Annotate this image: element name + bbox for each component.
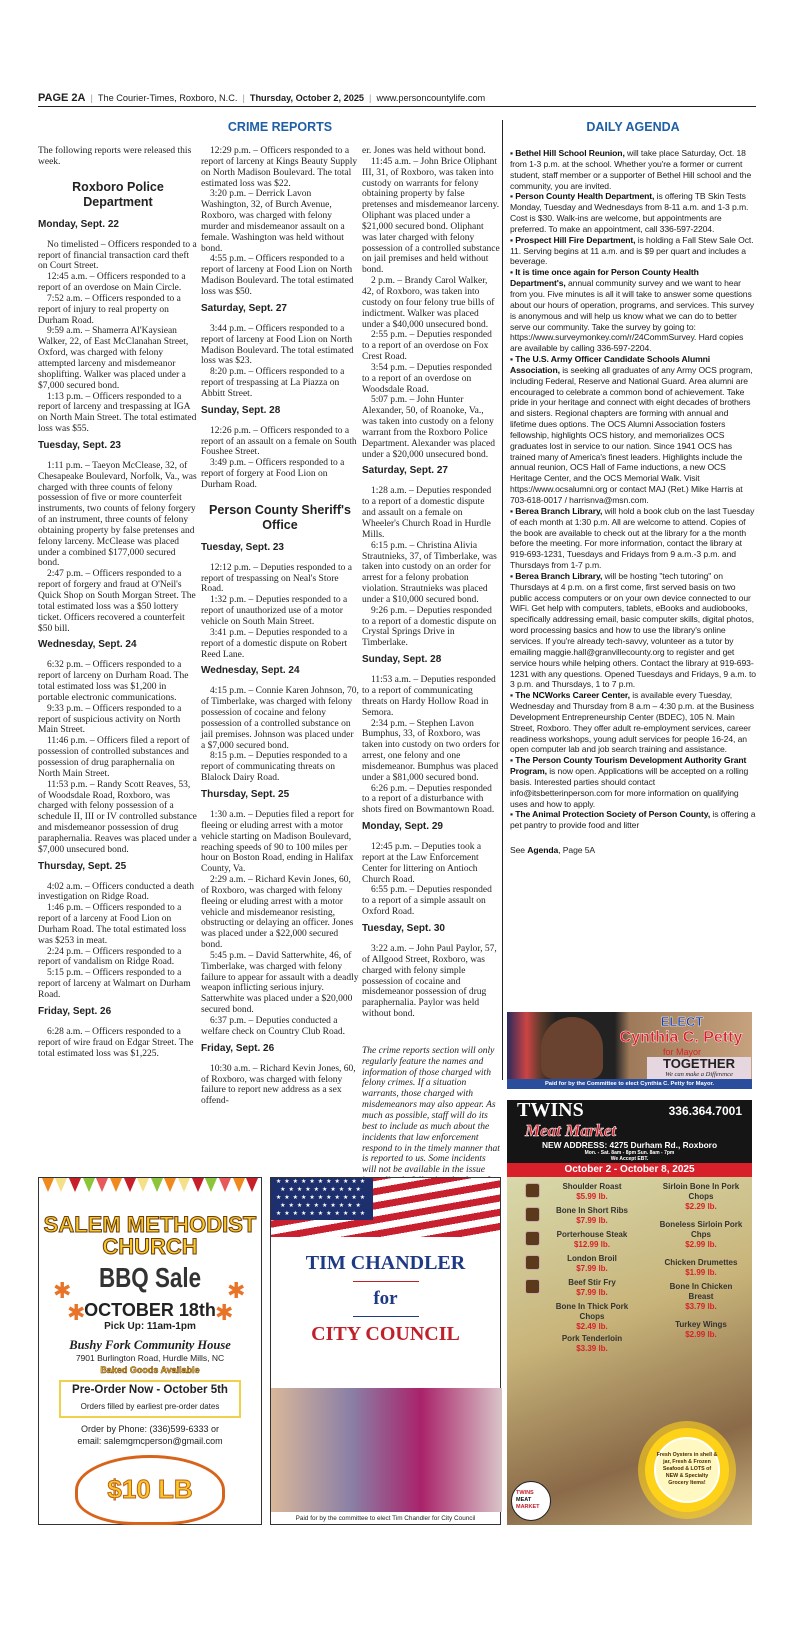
office: CITY COUNCIL xyxy=(311,1323,460,1345)
report-entry: 3:22 a.m. – John Paul Paylor, 57, of Allgood Street, Roxboro, was charged with felony simple possession of cocaine and misdemeanor possession of drug paraphernalia. Paylor was held without bond. xyxy=(362,944,497,1020)
crime-column-1 xyxy=(38,146,198,1091)
agenda-item-title: Prospect Hill Fire Department, xyxy=(515,234,636,245)
day-heading: Friday, Sept. 26 xyxy=(38,1005,112,1017)
agenda-item: ▪ Prospect Hill Fire Department, is holding a Fall Stew Sale Oct. 11. Serving begins at 11 a.m. and is $9 per quart and includes a beverage. xyxy=(510,234,754,267)
candidate-name: TIM CHANDLER xyxy=(305,1252,466,1274)
report-entry: 1:13 p.m. – Officers responded to a report of larceny and trespassing at IGA on North Main Street. The total estimated loss was $55. xyxy=(38,391,197,435)
report-entry: 12:45 p.m. – Deputies took a report at the Law Enforcement Center for littering on Antioch Church Road. xyxy=(362,842,482,885)
day-heading: Saturday, Sept. 27 xyxy=(201,302,287,314)
report-entry: 12:45 a.m. – Officers responded to a report of an overdose on Main Circle. xyxy=(38,272,186,294)
sale-dates: October 2 - October 8, 2025 xyxy=(507,1163,752,1177)
report-entry: 11:46 p.m. – Officers filed a report of possession of controlled substances and possession of drug paraphernalia on North Main Street. xyxy=(38,736,190,779)
pig-icon xyxy=(75,1455,225,1525)
ad-office: for Mayor xyxy=(662,1047,701,1057)
report-entry: 6:55 p.m. – Deputies responded to a report of a simple assault on Oxford Road. xyxy=(362,885,492,918)
agenda-item: ▪ The NCWorks Career Center, is available every Tuesday, Wednesday and Thursday from 8 a.m – 4:30 p.m. at the Business Development Entrepreneurship Center (BDEC), 105 N. Main Street, Roxboro. They offer adult re-employment services, career readiness workshops, young adult services for people 16-24, an open computer lab and job search training and assistance. xyxy=(510,690,754,755)
report-entry: 3:49 p.m. – Officers responded to a report of forgery at Food Lion on Durham Road. xyxy=(201,458,345,490)
day-heading: Tuesday, Sept. 23 xyxy=(38,439,121,451)
church-name-2: CHURCH xyxy=(102,1234,198,1259)
agenda-item-text: will be hosting "tech tutoring" on Thursdays at 4 p.m. on a first come, first served basis on two public access computers or on your own device connected to our WiFi. Get help with computers, tablets, eBooks and audiobooks, specifically addressing email, basic computer skills, digital photos, word processing basics and how to use the library's online services. If you're already tech-savvy, volunteer as a tutor by emailing maggie.hall@granvillecounty.org to register and get service hours while helping others. Contact the library at 919-693-1231 with any questions. Opened Tuesdays and Fridays, 9 a.m. to 3 p.m. and Thursdays, 1 to 7 p.m. xyxy=(510,570,756,690)
pennant-icon xyxy=(96,1178,108,1192)
report-entry: 6:28 a.m. – Officers responded to a report of wire fraud on Edgar Street. The total estimated loss was $1,225. xyxy=(38,1026,194,1059)
pennant-icon xyxy=(55,1178,67,1192)
day-heading: Sunday, Sept. 28 xyxy=(362,654,442,666)
price-item: Bone In Thick Pork Chops $2.49 lb. xyxy=(555,1302,629,1331)
agenda-item-text: will hold a book club on the last Tuesday of each month at 1:30 p.m. All are welcome to attend. Copies of the book are available to check out at the library for a the month before the meeting. For more information, contact the library at 919-693-1231, Tuesdays and Fridays from 9 a.m.-3 p.m. and Thursdays from 1-7 p.m. xyxy=(510,505,755,571)
pennant-icon xyxy=(42,1178,54,1192)
report-entry: 8:20 p.m. – Officers responded to a report of trespassing at La Piazza on Abbitt Street. xyxy=(201,367,345,399)
report-entry: 3:20 p.m. – Derrick Lavon Washington, 32, of Burch Avenue, Roxboro, was charged with felony murder and misdemeanor assault on a female. Washington was held without bond. xyxy=(201,189,345,254)
agenda-item-title: Bethel Hill School Reunion, xyxy=(515,148,625,158)
twins-logo xyxy=(511,1481,551,1521)
agenda-item-text: is now open. Applications will be accepted on a rolling basis. Interested parties should contact info@itsbetterinperson.com for more information on qualifying uses and how to apply. xyxy=(510,766,749,809)
hours: Mon. - Sat. 8am - 8pm Sun. 8am - 7pm xyxy=(584,1150,675,1156)
report-entry: 9:26 p.m. – Deputies responded to a report of a domestic dispute on Crystal Springs Drive in Timberlake. xyxy=(362,605,497,649)
agenda-item: ▪ Berea Branch Library, will hold a book club on the last Tuesday of each month at 1:30 p.m. All are welcome to attend. Copies of the book are available to check out at the library for a the month before the meeting. For more information, contact the library at 919-693-1231, Tuesdays and Fridays from 9 a.m.-3 p.m. and Thursdays from 1-7 p.m. xyxy=(510,505,755,571)
report-entry: 1:32 p.m. – Deputies responded to a report of unauthorized use of a motor vehicle on South Main Street. xyxy=(201,595,348,627)
agenda-item: ▪ It is time once again for Person County Health Department's, annual community survey and we want to hear from you. Five minutes is all it will take to answer some questions about our hours of operation, programs, and services. This survey is anonymous and will help us know what we can do to better serve our community. Take the survey by going to: https://www.surveymonkey.com/r/24CommSurvey. Hard copies are available by calling 336-597-2204. xyxy=(510,267,755,354)
pennant-icon xyxy=(246,1178,258,1192)
report-entry: 4:02 a.m. – Officers conducted a death investigation on Ridge Road. xyxy=(38,881,195,903)
ad-candidate-name: Cynthia C. Petty xyxy=(619,1029,743,1046)
price-item: Bone In Chicken Breast $3.79 lb. xyxy=(669,1282,733,1311)
agenda-item-text: is available every Tuesday, Wednesday and Thursday from 8 a.m – 4:30 p.m. at the Business Development Entrepreneurship Center (BDEC), 105 N. Main Street, Roxboro. They offer adult re-employment services, career readiness workshops, young adult services for people 16-24, an open computer lab and job search training and assistance. xyxy=(510,690,754,755)
logo-text: TWINS xyxy=(516,1490,534,1496)
report-entry: 7:52 a.m. – Officers responded to a report of injury to real property on Durham Road. xyxy=(38,293,181,326)
preorder-title: Pre-Order Now - October 5th xyxy=(72,1384,228,1396)
agenda-item-text: is offering TB Skin Tests Monday, Tuesday and Wednesdays from 8-11 a.m. and 1-3 p.m. Cost is $30. Walk-ins are welcome, but appointments are preferred. To make an appointment, call 336-597-2204. xyxy=(510,191,749,234)
report-entry: 4:15 p.m. – Connie Karen Johnson, 70, of Timberlake, was charged with felony possession of cocaine and felony possession of a controlled substance on jail premises. Johnson was placed under a $7,000 secured bond. xyxy=(201,686,359,751)
agenda-item-text: is seeking all graduates of any Army OCS program, including Federal, Reserve and National Guard. Area alumni are encouraged to celebrate a common bond of achievement. Take pride in your heritage and connect with eight decades of brothers and sisters. Regional chapters are forming with annual and lifetime dues options. The OCS Alumni Association fosters fellowship, highlights OCS history, and memorializes OCS graduates lost in service to our nation. Since 1941 OCS has trained many of America's finest leaders. Highlights include the annual reunion, OCS Hall of Fame inductions, a new OCS Heritage Center, and the OCS Memorial Walk. Visit https://www.ocsalumni.org or contact MAJ (Ret.) Mike Harris at 703-618-0017 / harrisnva@msn.com. xyxy=(510,364,753,505)
salem-bbq-ad[interactable] xyxy=(38,1177,262,1525)
pennant-icon xyxy=(151,1178,163,1192)
report-entry: 6:37 p.m. – Deputies conducted a welfare check on Country Club Road. xyxy=(201,1016,346,1037)
crime-reports-heading: CRIME REPORTS xyxy=(227,120,333,134)
agenda-item-title: Berea Branch Library, xyxy=(515,505,603,516)
paper-name: The Courier-Times, Roxboro, N.C. xyxy=(97,93,238,103)
pickup-time: Pick Up: 11am-1pm xyxy=(104,1321,196,1332)
agenda-item-title: The Person County Tourism Development Authority Grant Program, xyxy=(510,755,747,777)
venue: Bushy Fork Community House xyxy=(69,1338,231,1352)
agenda-item: ▪ Berea Branch Library, will be hosting "tech tutoring" on Thursdays at 4 p.m. on a first come, first served basis on two public access computers or on your own device connected to our WiFi. Get help with computers, tablets, eBooks and audiobooks, specifically addressing email, basic computer skills, digital photos, word processing basics and how to use the library's online services. If you're already tech-savvy, volunteer as a tutor by emailing maggie.hall@granvillecounty.org to register and get service hours while helping others. Contact the library at 919-693-1231 with any questions. Opened Tuesdays and Fridays, 9 a.m. to 3 p.m. and Thursdays, 1 to 7 p.m. xyxy=(510,570,756,690)
sun-text: Fresh Oysters in shell & jar, Fresh & Frozen Seafood & LOTS of NEW & Specialty Grocery Items! xyxy=(654,1437,720,1503)
flag-image: ★★★★★★★★★★★ ★★★★★★★★★★ ★★★★★★★★★★★ ★★★★★★★★★★ ★★★★★★★★★★★ xyxy=(271,1178,500,1237)
price-item: Turkey Wings $2.99 lb. xyxy=(675,1320,727,1339)
continued-link[interactable]: See Agenda, Page 5A xyxy=(510,845,596,856)
report-entry: 4:55 p.m. – Officers responded to a report of larceny at Food Lion on North Madison Boulevard. The total estimated loss was $50. xyxy=(201,254,354,297)
pennant-icon xyxy=(69,1178,81,1192)
report-entry: 9:33 p.m. – Officers responded to a report of suspicious activity on North Main Street. xyxy=(38,703,182,736)
day-heading: Wednesday, Sept. 24 xyxy=(38,639,137,651)
report-entry: 6:32 p.m. – Officers responded to a report of larceny on Durham Road. The total estimated loss was $1,200 in portable electronic communications. xyxy=(38,660,189,703)
brand-script: Meat Market xyxy=(525,1121,617,1140)
report-entry: 11:53 a.m. – Deputies responded to a report of communicating threats on Hardy Hollow Road in Semora. xyxy=(362,675,496,718)
report-entry: 1:30 a.m. – Deputies filed a report for fleeing or eluding arrest with a motor vehicle starting on Madison Boulevard, reaching speeds of 90 to 100 miles per hour on Boston Road, ending in Halifax County, Va. xyxy=(201,809,354,875)
report-entry: 5:15 p.m. – Officers responded to a report of larceny at Walmart on Durham Road. xyxy=(38,968,191,1000)
chandler-campaign-ad[interactable] xyxy=(270,1177,501,1525)
ad-slogan: TOGETHER xyxy=(647,1057,751,1071)
report-entry: 2 p.m. – Brandy Carol Walker, 42, of Roxboro, was taken into custody on four felony true bills of indictment. Walker was placed under a $40,000 unsecured bond. xyxy=(362,276,495,330)
daily-agenda-heading: DAILY AGENDA xyxy=(586,120,680,134)
issue-date: Thursday, October 2, 2025 xyxy=(249,93,365,103)
pennant-icon xyxy=(205,1178,217,1192)
daily-agenda-list xyxy=(510,148,756,1028)
beef-badge-icon xyxy=(525,1183,540,1198)
order-email: email: salemgmcperson@gmail.com xyxy=(77,1436,223,1446)
address: NEW ADDRESS: 4275 Durham Rd., Roxboro xyxy=(541,1140,718,1150)
day-heading: Thursday, Sept. 25 xyxy=(38,860,127,872)
price-item: Chicken Drumettes $1.99 lb. xyxy=(664,1258,738,1277)
report-entry: 5:45 p.m. – David Satterwhite, 46, of Timberlake, was charged with felony failure to appear for assault with a deadly weapon inflicting serious injury. Satterwhite was placed under a $20,000 secured bond. xyxy=(201,950,359,1016)
report-entry: 2:47 p.m. – Officers responded to a report of forgery and fraud at O'Neil's Quick Shop on South Morgan Street. The total estimated loss was a $50 lottery ticket. Officers recovered a counterfeit $50 bill. xyxy=(38,569,196,634)
day-heading: Friday, Sept. 26 xyxy=(201,1042,275,1054)
petty-campaign-ad[interactable] xyxy=(507,1012,752,1089)
agenda-item-text: is holding a Fall Stew Sale Oct. 11. Serving begins at 11 a.m. and is $9 per quart and includes a beverage. xyxy=(510,234,754,267)
phone: 336.364.7001 xyxy=(668,1104,742,1118)
report-entry: 10:30 a.m. – Richard Kevin Jones, 60, of Roxboro, was charged with felony failure to report new address as a sex offend- xyxy=(201,1063,356,1107)
beef-badge-icon xyxy=(525,1255,540,1270)
agenda-item-text: annual community survey and we want to hear from you. Five minutes is all it will take to answer some questions about our hours of operation, programs, and services. This survey is anonymous and will help us know what we can do to better serve our community. Take the survey by going to: https://www.surveymonkey.com/r/24CommSurvey. Hard copies are available by calling 336-597-2204. xyxy=(510,278,755,354)
pennant-icon xyxy=(137,1178,149,1192)
venue-address: 7901 Burlington Road, Hurdle Mills, NC xyxy=(75,1353,225,1363)
day-heading: Monday, Sept. 29 xyxy=(362,821,443,833)
price-item: Sirloin Bone In Pork Chops $2.29 lb. xyxy=(662,1182,740,1211)
price-item: Boneless Sirloin Pork Chps $2.99 lb. xyxy=(659,1220,743,1249)
event-title: BBQ Sale xyxy=(98,1262,202,1293)
page-number: PAGE 2A xyxy=(38,92,86,104)
divider xyxy=(353,1316,419,1317)
crime-column-2 xyxy=(201,146,359,1107)
day-heading: Saturday, Sept. 27 xyxy=(362,465,448,477)
order-phone: Order by Phone: (336)599-6333 or xyxy=(80,1424,220,1434)
logo-text: MARKET xyxy=(516,1504,540,1510)
twins-meat-market-ad[interactable] xyxy=(507,1100,752,1525)
agenda-item: ▪ The Person County Tourism Development Authority Grant Program, is now open. Applications will be accepted on a rolling basis. Interested parties should contact info@itsbetterinperson.com for more information on qualifying uses and how to apply. xyxy=(510,755,749,809)
agency-heading: Person County Sheriff's Office xyxy=(209,502,351,532)
day-heading: Tuesday, Sept. 23 xyxy=(201,541,284,553)
report-entry: 8:15 p.m. – Deputies responded to a report of communicating threats on Blalock Dairy Road. xyxy=(201,751,348,784)
report-entry: 2:24 p.m. – Officers responded to a report of vandalism on Ridge Road. xyxy=(38,946,182,968)
report-entry: 9:59 a.m. – Shamerra Al'Kaysiean Walker, 22, of East McClanahan Street, Oxford, was charged with felony attempted larceny and misdemeanor shoplifting. Walker was placed under a $7,000 secured bond. xyxy=(38,326,189,391)
report-entry: 6:26 p.m. – Deputies responded to a report of a disturbance with shots fired on Bowmantown Road. xyxy=(362,783,495,816)
agenda-item-title: It is time once again for Person County Health Department's, xyxy=(510,267,699,289)
editor-note: The crime reports section will only regularly feature the names and information of those charged with felony crimes. If a situation warrants, those charged with misdemeanors may also appear. As much as possible, staff will do its best to include as much about the incidents that law enforcement respond to in the timely manner that is reported to us. Some incidents will not be available in the issue xyxy=(362,1045,500,1176)
day-heading: Sunday, Sept. 28 xyxy=(201,404,281,416)
price-item: Beef Stir Fry $7.99 lb. xyxy=(547,1278,637,1298)
preorder-note: Orders filled by earliest pre-order dates xyxy=(80,1402,220,1411)
price-item: Shoulder Roast $5.99 lb. xyxy=(547,1182,637,1202)
agenda-item-text: is offering a pet pantry to provide food and litter xyxy=(510,809,756,831)
report-entry: 3:54 p.m. – Deputies responded to a report of an overdose on Woodsdale Road. xyxy=(362,362,492,395)
pennant-icon xyxy=(164,1178,176,1192)
column-divider xyxy=(502,120,503,1080)
report-entry: 3:41 p.m. – Deputies responded to a report of a domestic dispute on Robert Reed Lane. xyxy=(201,627,348,660)
page-header: PAGE 2A | The Courier-Times, Roxboro, N.C. | Thursday, October 2, 2025 | www.personcountylife.com xyxy=(38,92,756,107)
report-entry: 12:26 p.m. – Officers responded to a report of an assault on a female on South Foushee Street. xyxy=(201,425,357,458)
report-entry: 11:53 p.m. – Randy Scott Reaves, 53, of Woodsdale Road, Roxboro, was charged with felony possession of a schedule II, III or IV controlled substance and misdemeanor possession of drug paraphernalia. Reaves was placed under a $7,000 unsecured bond. xyxy=(38,779,197,855)
baked-goods: Baked Goods Available xyxy=(100,1365,200,1375)
agenda-item-title: Berea Branch Library, xyxy=(515,570,603,581)
ad-elect: ELECT xyxy=(660,1014,704,1029)
website-link[interactable]: www.personcountylife.com xyxy=(376,93,486,103)
for-text: for xyxy=(373,1288,398,1309)
report-entry: 6:15 p.m. – Christina Alivia Strautnieks, 37, of Timberlake, was taken into custody on an order for arrest for a felony probation violation. Strautnieks was placed under a $10,000 secured bond. xyxy=(362,540,497,605)
report-entry: er. Jones was held without bond. xyxy=(362,146,486,156)
price-item: Porterhouse Steak $12.99 lb. xyxy=(547,1230,637,1250)
divider xyxy=(353,1281,419,1282)
report-entry: 12:29 p.m. – Officers responded to a report of larceny at Kings Beauty Supply on North Madison Boulevard. The total estimated loss was $22. xyxy=(201,146,358,189)
candidate-photo xyxy=(541,1017,603,1079)
bunting-decoration xyxy=(39,1178,261,1204)
pennant-icon xyxy=(110,1178,122,1192)
agenda-item-title: Person County Health Department, xyxy=(515,191,655,202)
price-item: Pork Tenderloin $3.39 lb. xyxy=(561,1334,623,1353)
pennant-icon xyxy=(233,1178,245,1192)
brand: TWINS xyxy=(517,1099,584,1121)
agenda-item-title: The Animal Protection Society of Person County, xyxy=(515,809,711,820)
report-entry: 1:28 a.m. – Deputies responded to a report of a domestic dispute and assault on a female on Wheeler's Church Road in Hurdle Mills. xyxy=(362,486,492,540)
beef-badge-icon xyxy=(525,1231,540,1246)
report-entry: No timelisted – Officers responded to a report of financial transaction card theft on Court Street. xyxy=(38,239,197,272)
agenda-item-title: The U.S. Army Officer Candidate Schools Alumni Association, xyxy=(510,354,711,375)
report-entry: 12:12 p.m. – Deputies responded to a report of trespassing on Neal's Store Road. xyxy=(201,562,352,595)
agenda-item: ▪ Bethel Hill School Reunion, will take place Saturday, Oct. 18 from 1-3 p.m. at the school. Whether you're a former or current student, staff member or a supporter of Bethel Hill school and the community, you are invited. xyxy=(510,148,752,191)
crime-column-3 xyxy=(362,146,500,1176)
agenda-item-title: The NCWorks Career Center, xyxy=(515,690,630,701)
event-date: OCTOBER 18th xyxy=(84,1300,216,1320)
agency-heading: Roxboro Police Department xyxy=(72,179,164,209)
report-entry: 1:46 p.m. – Officers responded to a report of a larceny at Food Lion on Durham Road. The total estimated loss was $253 in meat. xyxy=(38,903,187,946)
report-entry: 2:55 p.m. – Deputies responded to a report of an overdose on Fox Crest Road. xyxy=(362,330,492,363)
starburst-icon: ✱ xyxy=(67,1300,86,1325)
paid-notice: Paid for by the committee to elect Tim Chandler for City Council xyxy=(271,1513,500,1524)
report-entry: 5:07 p.m. – John Hunter Alexander, 50, of Roanoke, Va., was taken into custody on a felony warrant from the Roxboro Police Department. Alexander was placed under a $20,000 unsecured bond. xyxy=(362,395,495,460)
report-entry: 1:11 p.m. – Taeyon McClease, 32, of Chesapeake Boulevard, Norfolk, Va., was charged with three counts of felony possession of five or more counterfeit instruments, two counts of felony forgery of an instrument, three counts of felony obtaining property by false pretenses and felony larceny. McClease was placed under a combined $177,000 secured bond. xyxy=(38,460,197,569)
report-entry: 11:45 a.m. – John Brice Oliphant III, 31, of Roxboro, was taken into custody on warrants for felony obtaining property by false pretenses and misdemeanor larceny. Oliphant was placed under a $21,000 secured bond. Oliphant was later charged with felony possession of a controlled substance on jail premises and held without bond. xyxy=(362,156,500,276)
starburst-icon: ✱ xyxy=(227,1278,246,1303)
ad-paid-notice: Paid for by the Committee to elect Cynthia C. Petty for Mayor. xyxy=(507,1079,752,1089)
price: $10 LB xyxy=(107,1474,193,1504)
beef-badge-icon xyxy=(525,1207,540,1222)
pennant-icon xyxy=(124,1178,136,1192)
pennant-icon xyxy=(83,1178,95,1192)
agenda-item: ▪ The U.S. Army Officer Candidate Schools Alumni Association, is seeking all graduates of any Army OCS program, including Federal, Reserve and National Guard. Area alumni are encouraged to celebrate a common bond of achievement. Take pride in your heritage and connect with eight decades of brothers and sisters. Regional chapters are forming with annual and lifetime dues options. The OCS Alumni Association fosters fellowship, highlights OCS history, and memorializes OCS graduates lost in service to our nation. Since 1941 OCS has trained many of America's finest leaders. Highlights include the annual reunion, OCS Hall of Fame inductions, a new OCS Heritage Center, and the OCS Memorial Walk. Visit https://www.ocsalumni.org or contact MAJ (Ret.) Mike Harris at 703-618-0017 / harrisnva@msn.com. xyxy=(510,354,753,505)
agenda-item: ▪ The Animal Protection Society of Person County, is offering a pet pantry to provide food and litter xyxy=(510,809,756,831)
day-heading: Monday, Sept. 22 xyxy=(38,218,119,230)
report-entry: 2:34 p.m. – Stephen Lavon Bumphus, 33, of Roxboro, was taken into custody on two orders for arrest, one felony and one misdemeanor. Bumphus was placed under a $81,000 secured bond. xyxy=(362,718,500,783)
price-item: London Broil $7.99 lb. xyxy=(547,1254,637,1274)
beef-badge-icon xyxy=(525,1279,540,1294)
price-item: Bone In Short Ribs $7.99 lb. xyxy=(547,1206,637,1226)
logo-text: MEAT xyxy=(516,1497,532,1503)
pennant-icon xyxy=(178,1178,190,1192)
agenda-item: ▪ Person County Health Department, is offering TB Skin Tests Monday, Tuesday and Wednesdays from 8-11 a.m. and 1-3 p.m. Cost is $30. Walk-ins are welcome, but appointments are preferred. To make an appointment, call 336-597-2204. xyxy=(510,191,749,234)
sun-badge xyxy=(645,1428,729,1512)
pennant-icon xyxy=(219,1178,231,1192)
starburst-icon: ✱ xyxy=(53,1278,72,1303)
pennant-icon xyxy=(192,1178,204,1192)
preorder-box xyxy=(59,1380,241,1418)
ad-tagline: We can make a Difference xyxy=(647,1071,751,1079)
family-photo xyxy=(271,1388,502,1512)
report-entry: The following reports were released this week. xyxy=(38,146,192,167)
church-name: SALEM METHODIST xyxy=(43,1212,257,1237)
day-heading: Wednesday, Sept. 24 xyxy=(201,665,300,677)
day-heading: Tuesday, Sept. 30 xyxy=(362,923,445,934)
agenda-item-text: will take place Saturday, Oct. 18 from 1-3 p.m. at the school. Whether you're a former or current student, staff member or a supporter of Bethel Hill school and the community, you are invited. xyxy=(510,148,752,191)
ebt: We Accept EBT. xyxy=(610,1156,649,1162)
report-entry: 3:44 p.m. – Officers responded to a report of larceny at Food Lion on North Madison Boulevard. The total estimated loss was $23. xyxy=(201,323,354,367)
day-heading: Thursday, Sept. 25 xyxy=(201,788,290,800)
report-entry: 2:29 a.m. – Richard Kevin Jones, 60, of Roxboro, was charged with felony fleeing or eluding arrest with a motor vehicle and misdemeanor resisting, obstructing or delaying an officer. Jones was placed under a $22,000 secured bond. xyxy=(201,875,354,951)
starburst-icon: ✱ xyxy=(215,1300,234,1325)
